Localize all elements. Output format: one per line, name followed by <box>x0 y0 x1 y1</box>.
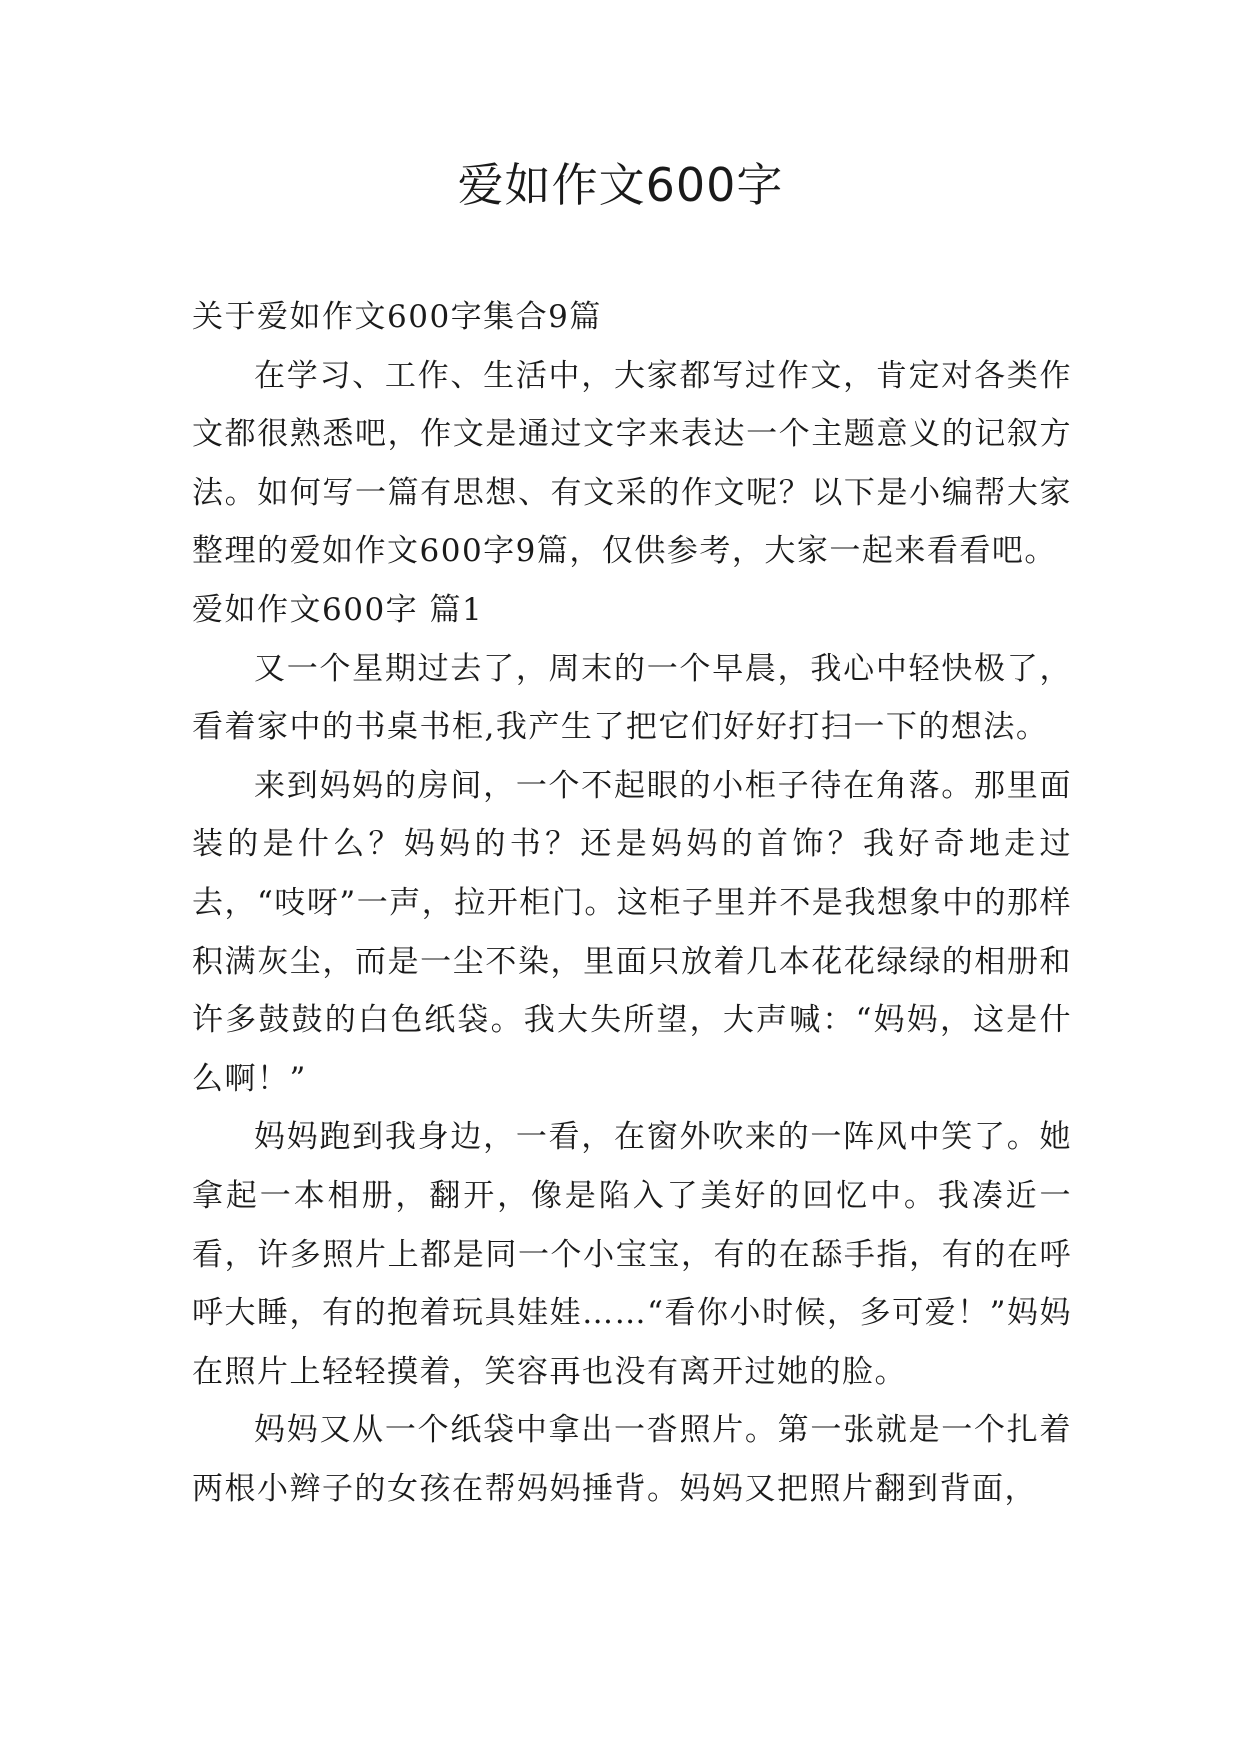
body-paragraph-3: 妈妈跑到我身边，一看，在窗外吹来的一阵风中笑了。她拿起一本相册，翻开，像是陷入了美好的回忆中。我凑近一看，许多照片上都是同一个小宝宝，有的在舔手指，有的在呼呼大睡，有的抱着玩具娃娃……“看你小时候，多可爱！”妈妈在照片上轻轻摸着，笑容再也没有离开过她的脸。 <box>192 1119 1072 1390</box>
collection-subtitle: 关于爱如作文600字集合9篇 <box>192 299 602 335</box>
document-title: 爱如作文600字 <box>457 158 784 212</box>
document-body <box>192 288 1072 1518</box>
body-paragraph-1: 又一个星期过去了，周末的一个早晨，我心中轻快极了，看着家中的书桌书柜,我产生了把它们好好打扫一下的想法。 <box>192 650 1072 746</box>
body-paragraph-4: 妈妈又从一个纸袋中拿出一沓照片。第一张就是一个扎着两根小辫子的女孩在帮妈妈捶背。妈妈又把照片翻到背面， <box>192 1412 1072 1507</box>
body-paragraph-2: 来到妈妈的房间，一个不起眼的小柜子待在角落。那里面装的是什么？妈妈的书？还是妈妈的首饰？我好奇地走过去，“吱呀”一声，拉开柜门。这柜子里并不是我想象中的那样积满灰尘，而是一尘不染，里面只放着几本花花绿绿的相册和许多鼓鼓的白色纸袋。我大失所望，大声喊：“妈妈，这是什么啊！” <box>192 767 1072 1097</box>
section-heading: 爱如作文600字 篇1 <box>192 591 484 628</box>
intro-paragraph: 在学习、工作、生活中，大家都写过作文，肯定对各类作文都很熟悉吧，作文是通过文字来表达一个主题意义的记叙方法。如何写一篇有思想、有文采的作文呢？以下是小编帮大家整理的爱如作文600字9篇，仅供参考，大家一起来看看吧。 <box>192 357 1072 570</box>
